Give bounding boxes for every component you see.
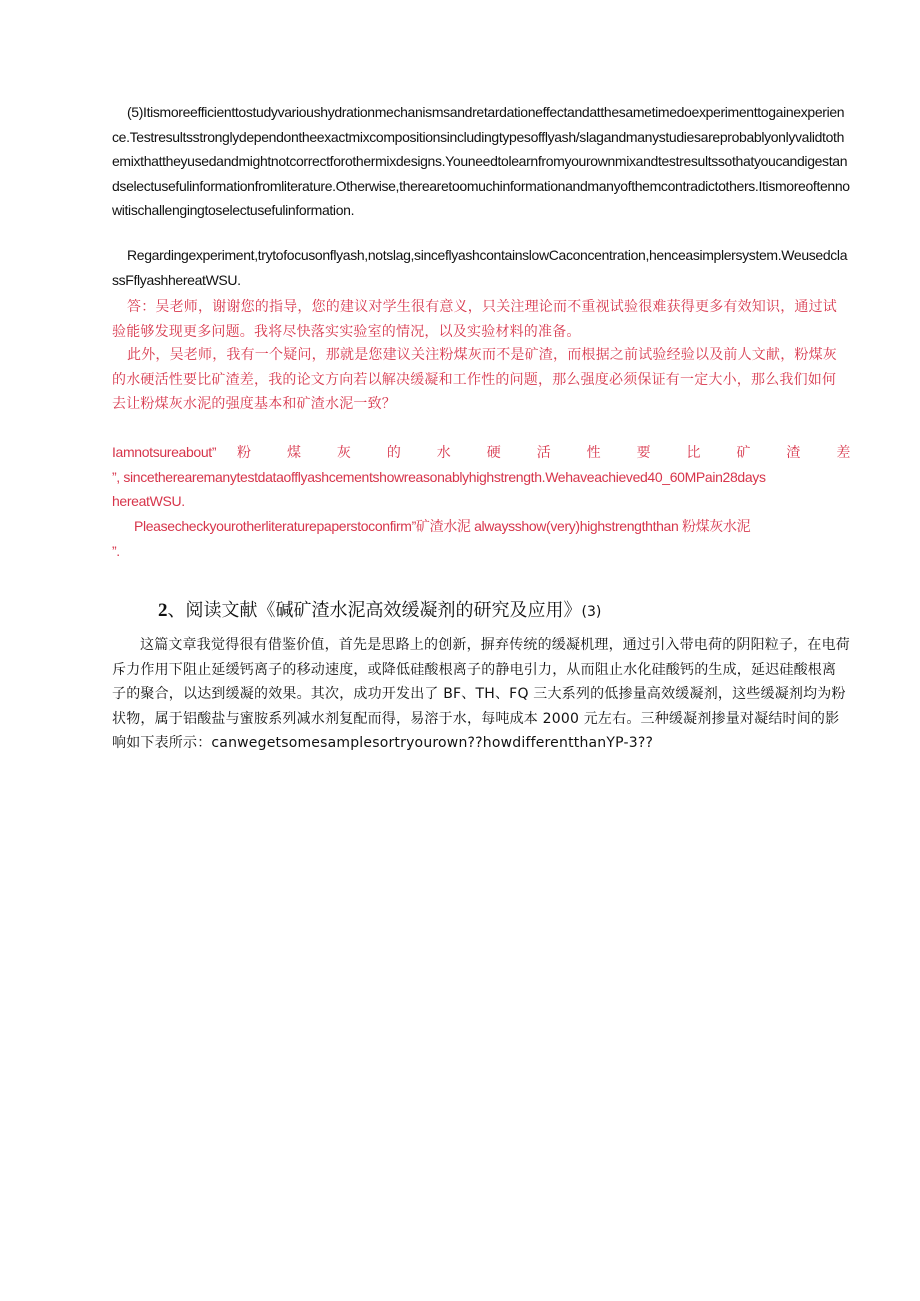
heading-title: 、阅读文献《碱矿渣水泥高效缓凝剂的研究及应用》 (167, 600, 582, 621)
paragraph-literature-review (112, 633, 850, 756)
paragraph-experiment-advice (112, 243, 850, 292)
paragraph-text: Regardingexperiment,trytofocusonflyash,notslag,sinceflyashcontainslowCaconcentration,henceasimplersystem.WeusedclassFflyashhereatWSU. (112, 247, 848, 288)
paragraph-student-reply (112, 295, 850, 344)
heading-number: 2 (158, 600, 168, 621)
paragraph-teacher-check-literature (112, 514, 850, 563)
section-heading (158, 598, 601, 625)
paragraph-text: 答：吴老师，谢谢您的指导，您的建议对学生很有意义，只关注理论而不重视试验很难获得更多有效知识，通过试验能够发现更多问题。我将尽快落实实验室的情况，以及实验材料的准备。 (112, 299, 837, 340)
paragraph-text: 此外，吴老师，我有一个疑问，那就是您建议关注粉煤灰而不是矿渣，而根据之前试验经验以及前人文献，粉煤灰的水硬活性要比矿渣差，我的论文方向若以解决缓凝和工作性的问题，那么强度必须保证有一定大小，那么我们如何去让粉煤灰水泥的强度基本和矿渣水泥一致？ (112, 347, 837, 412)
check-line-1: Pleasecheckyourotherliteraturepaperstoconfirm”矿渣水泥 alwaysshow(very)highstrengththan 粉煤灰水泥 (134, 518, 751, 534)
response-line-3: hereatWSU. (112, 493, 185, 509)
check-line-2: ”. (112, 542, 120, 559)
paragraph-teacher-response (112, 440, 850, 514)
response-line-1: Iamnotsureabout” 粉 煤 灰 的 水 硬 活 性 要 比 矿 渣 差 (112, 444, 850, 460)
paragraph-text: (5)Itismoreefficienttostudyvarioushydrationmechanismsandretardationeffectandatthesametimedoexperimenttogainexperience.Testresultsstronglydependontheexactmixcompositionsincludingtypesofflyash/slagandmanystudiesareprobablyonlyvalidtothemixthattheyusedandmightnotcorrectforothermixdesigns.Youneedtolearnfromyourownmixandtestresultssothatyoucandigestandselectusefulinformationfromliterature.Otherwise,therearetoomuchinformationandmanyofthemcontradictothers.Itismoreoftennowitischallengingtoselectusefulinformation. (112, 104, 850, 218)
heading-reference: (3) (581, 604, 602, 620)
paragraph-5-english-comment (112, 100, 850, 223)
response-line-2: ”, sincetherearemanytestdataofflyashcementshowreasonablyhighstrength.Wehaveachieved40_60MPain28days (112, 468, 766, 485)
paragraph-student-question (112, 343, 850, 417)
paragraph-text: 这篇文章我觉得很有借鉴价值，首先是思路上的创新，摒弃传统的缓凝机理，通过引入带电荷的阴阳粒子，在电荷斥力作用下阻止延缓钙离子的移动速度，或降低硅酸根离子的静电引力，从而阻止水化硅酸钙的生成，延迟硅酸根离子的聚合，以达到缓凝的效果。其次，成功开发出了 BF、TH、FQ 三大系列的低掺量高效缓凝剂，这些缓凝剂均为粉状物，属于铝酸盐与蜜胺系列减水剂复配而得，易溶于水，每吨成本 2000 元左右。三种缓凝剂掺量对凝结时间的影响如下表所示：canwegetsomesamplesortryourown??howdifferentthanYP-3?? (112, 637, 850, 751)
